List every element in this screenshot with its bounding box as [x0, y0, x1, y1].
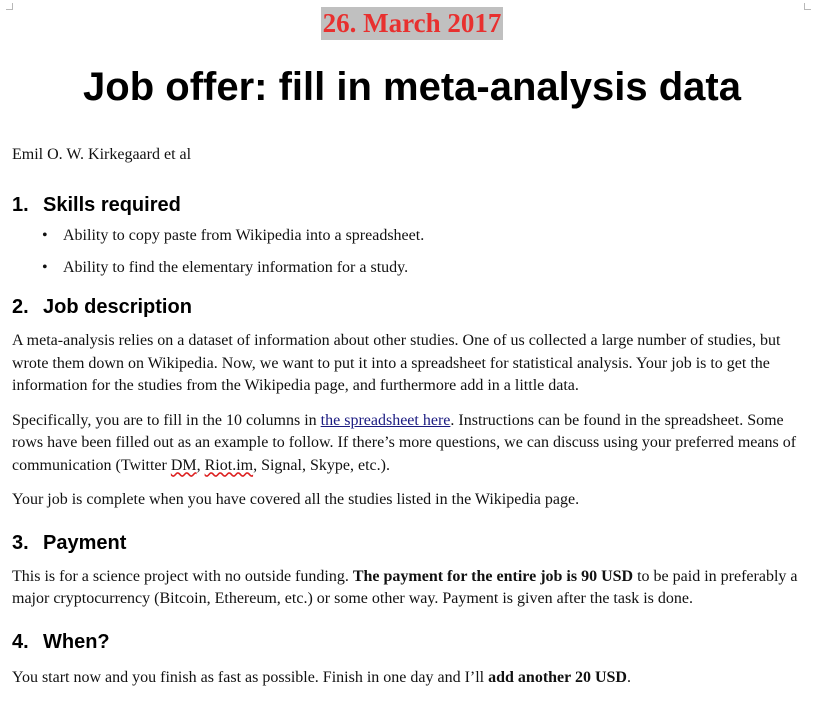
completion-paragraph: Your job is complete when you have covered all the studies listed in the Wikipedia page. — [12, 491, 580, 508]
payment-amount-bold: The payment for the entire job is 90 USD — [352, 567, 634, 585]
section-number: 4. — [12, 630, 29, 653]
section-heading-when — [12, 629, 812, 655]
document-title: Job offer: fill in meta-analysis data — [83, 65, 741, 109]
section-heading-payment — [12, 530, 812, 556]
paragraph-text: This is for a science project with no outside funding. — [12, 567, 353, 585]
list-item-text: Ability to copy paste from Wikipedia into a spreadsheet. — [63, 227, 425, 244]
date-line — [12, 7, 812, 41]
section-number: 1. — [12, 194, 29, 216]
skills-list — [12, 226, 812, 278]
section-number: 2. — [12, 296, 29, 318]
instructions-paragraph — [12, 410, 812, 478]
paragraph-text: You start now and you finish as fast as possible. Finish in one day and I’ll — [12, 668, 489, 686]
list-item — [42, 258, 812, 278]
paragraph-text: to be paid in preferably a major cryptocurrency (Bitcoin, Ethereum, etc.) or some other way. Payment is given after the task is done. — [12, 567, 798, 607]
paragraph-text: , — [196, 456, 205, 474]
paragraph-text: Specifically, you are to fill in the 10 columns in — [12, 411, 321, 429]
paragraph-text: , Signal, Skype, etc.). — [253, 456, 390, 474]
job-description-paragraph: A meta-analysis relies on a dataset of information about other studies. One of us collected a large number of studies, but wrote them down on Wikipedia. Now, we want to put it into a spreadsheet for statistical analysis. Your job is to get the information for the studies from the Wikipedia page, and furthermore add in a little data. — [12, 332, 781, 394]
list-item — [42, 226, 812, 246]
payment-paragraph — [12, 566, 812, 611]
section-title: When? — [43, 630, 110, 653]
bonus-amount-bold: add another 20 USD — [488, 668, 627, 686]
author-line: Emil O. W. Kirkegaard et al — [12, 146, 192, 163]
spellcheck-word-riot: Riot.im — [204, 456, 254, 474]
paragraph-text: . Instructions can be found in the spreadsheet. Some rows have been filled out as an example to follow. If there’s more questions, we can discuss using your preferred means of communication (Twitter — [12, 411, 797, 474]
document-date: 26. March 2017 — [322, 8, 502, 38]
timing-paragraph — [12, 667, 812, 690]
spreadsheet-link[interactable]: the spreadsheet here — [320, 411, 451, 429]
section-number: 3. — [12, 531, 29, 554]
bullet-icon: • — [42, 259, 48, 276]
bullet-icon: • — [42, 227, 48, 244]
paragraph-text: . — [626, 668, 631, 686]
list-item-text: Ability to find the elementary information for a study. — [63, 259, 409, 276]
section-title: Payment — [43, 531, 127, 554]
document-page — [12, 0, 812, 689]
section-heading-skills — [12, 192, 812, 218]
section-heading-job-description — [12, 294, 812, 320]
section-title: Skills required — [43, 194, 181, 216]
spellcheck-word-dm: DM — [170, 456, 197, 474]
section-title: Job description — [43, 296, 192, 318]
